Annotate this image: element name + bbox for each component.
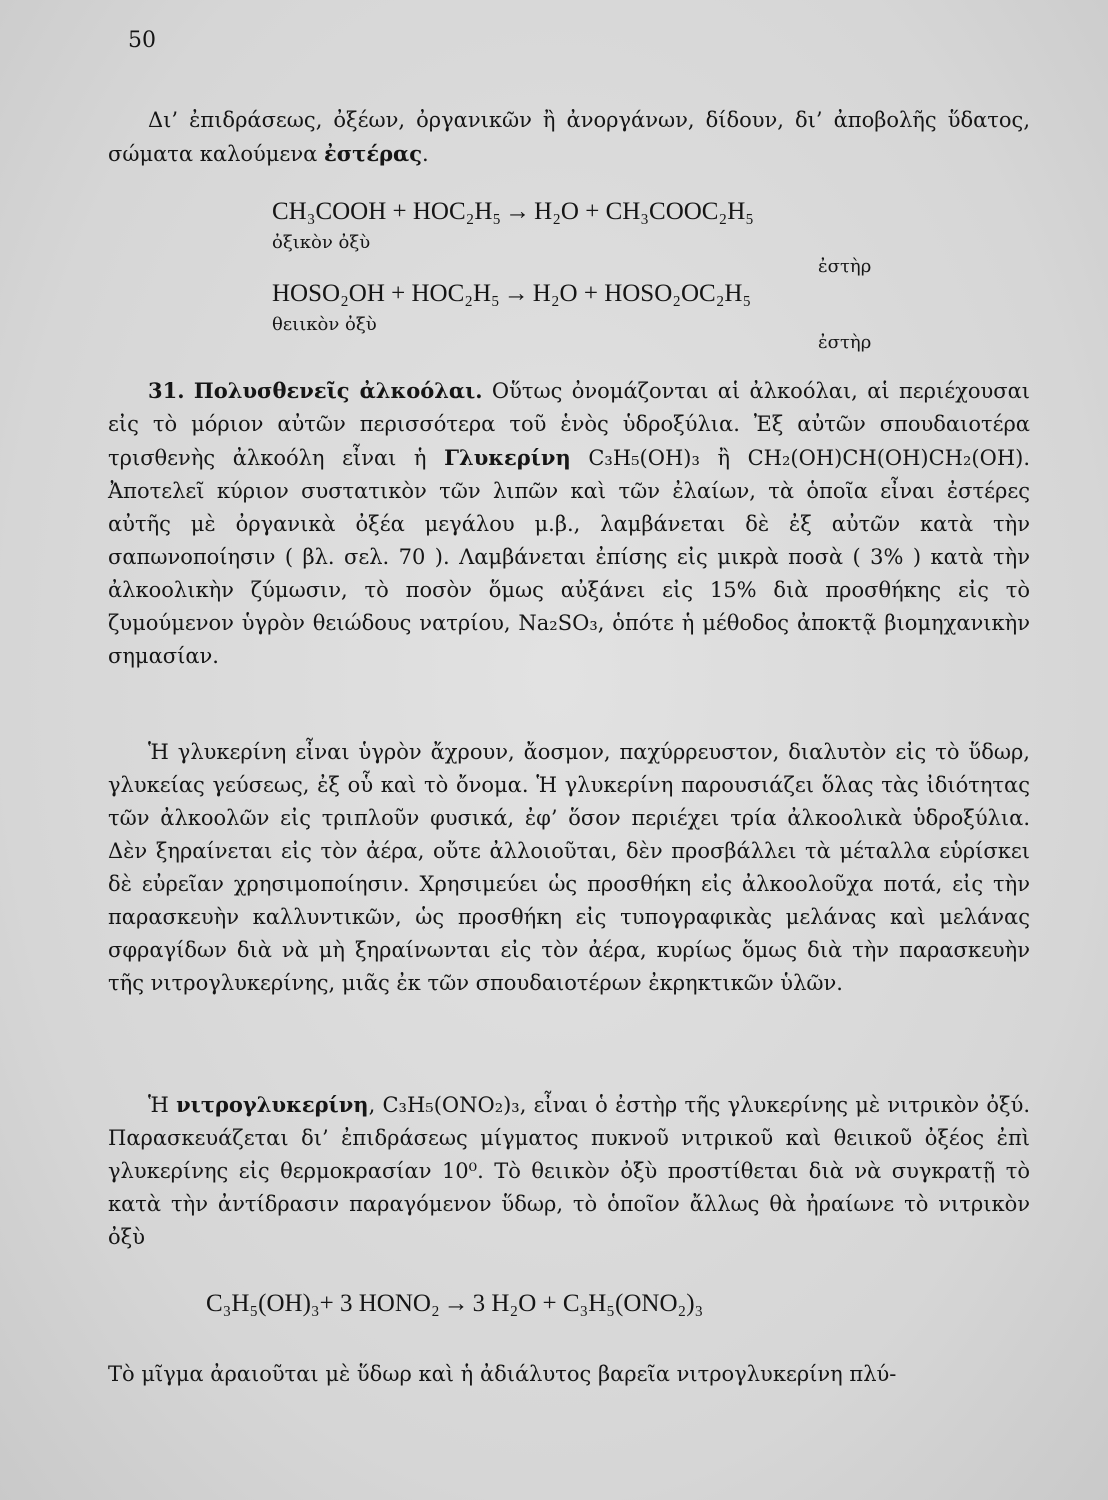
reaction-lhs: HOSO₂OH + HOC₂H₅ bbox=[272, 280, 500, 307]
reaction-rhs: 3 H₂O + C₃H₅(ONO₂)₃ bbox=[472, 1290, 704, 1317]
intro-paragraph bbox=[108, 104, 1030, 171]
reaction-nitration bbox=[206, 1290, 703, 1318]
intro-text-b: . bbox=[422, 142, 429, 166]
arrow-icon: → bbox=[505, 198, 531, 225]
glycerin-term: Γλυκερίνη bbox=[444, 445, 571, 470]
closing-line-text: Τὸ μῖγμα ἀραιοῦται μὲ ὕδωρ καὶ ἡ ἀδιάλυτος βαρεῖα νιτρογλυκερίνη πλύ- bbox=[108, 1362, 897, 1386]
intro-text-a: Δι’ ἐπιδράσεως, ὀξέων, ὀργανικῶν ἢ ἀνοργάνων, δίδουν, δι’ ἀποβολῆς ὕδατος, σώματα καλούμενα bbox=[108, 108, 1030, 166]
nitroglycerin-term: νιτρογλυκερίνη bbox=[176, 1092, 369, 1117]
section-text-b: C₃H₅(OH)₃ ἢ CH₂(OH)CH(OH)CH₂(OH). Ἀποτελεῖ κύριον συστατικὸν τῶν λιπῶν καὶ τῶν ἐλαίων, τὰ ὁποῖα εἶναι ἐστέρες αὐτῆς μὲ ὀργανικὰ ὀξέα μεγάλου μ.β., λαμβάνεται δὲ ἐξ αὐτῶν κατὰ τὴν σαπωνοποίησιν ( βλ. σελ. 70 ). Λαμβάνεται ἐπίσης εἰς μικρὰ ποσὰ ( 3% ) κατὰ τὴν ἀλκοολικὴν ζύμωσιν, τὸ ποσὸν ὅμως αὐξάνει εἰς 15% διὰ προσθήκης εἰς τὸ ζυμούμενον ὑγρὸν θειώδους νατρίου, Na₂SO₃, ὁπότε ἡ μέθοδος ἀποκτᾷ βιομηχανικὴν σημασίαν. bbox=[108, 446, 1031, 668]
glycerin-properties-text: Ἡ γλυκερίνη εἶναι ὑγρὸν ἄχρουν, ἄοσμον, παχύρρευστον, διαλυτὸν εἰς τὸ ὕδωρ, γλυκείας γεύσεως, ἐξ οὗ καὶ τὸ ὄνομα. Ἡ γλυκερίνη παρουσιάζει ὅλας τὰς ἰδιότητας τῶν ἀλκοολῶν εἰς τριπλοῦν φυσικά, ἐφ’ ὅσον περιέχει τρία ἀλκοολικὰ ὑδροξύλια. Δὲν ξηραίνεται εἰς τὸν ἀέρα, οὔτε ἀλλοιοῦται, δὲν προσβάλλει τὰ μέταλλα εὑρίσκει δὲ εὐρεῖαν χρησιμοποίησιν. Χρησιμεύει ὡς προσθήκη εἰς ἀλκοολοῦχα ποτά, εἰς τὴν παρασκευὴν καλλυντικῶν, ὡς προσθήκη εἰς τυπογραφικὰς μελάνας καὶ μελάνας σφραγίδων διὰ νὰ μὴ ξηραίνωνται εἰς τὸν ἀέρα, κυρίως ὅμως διὰ τὴν παρασκευὴν τῆς νιτρογλυκερίνης, μιᾶς ἐκ τῶν σπουδαιοτέρων ἐκρηκτικῶν ὑλῶν. bbox=[108, 740, 1030, 995]
intro-bold-term: ἐστέρας bbox=[323, 141, 422, 166]
reaction-rhs: H₂O + HOSO₂OC₂H₅ bbox=[532, 280, 752, 307]
section-polyhydric-alcohols bbox=[108, 374, 1030, 673]
reactant-label: θειικὸν ὀξὺ bbox=[272, 314, 377, 335]
reactant-label: ὀξικὸν ὀξὺ bbox=[272, 232, 371, 253]
reaction-rhs: H₂O + CH₃COOC₂H₅ bbox=[534, 198, 754, 225]
reaction-acetic-ester bbox=[272, 198, 754, 226]
reaction-sulfuric-ester bbox=[272, 280, 751, 308]
product-label: ἐστὴρ bbox=[818, 332, 872, 353]
glycerin-properties-paragraph bbox=[108, 736, 1030, 1000]
arrow-icon: → bbox=[503, 280, 529, 307]
section-title: Πολυσθενεῖς ἀλκοόλαι. bbox=[193, 378, 483, 403]
nitroglycerin-paragraph bbox=[108, 1088, 1030, 1254]
reaction-lhs: C₃H₅(OH)₃+ 3 HONO₂ bbox=[206, 1290, 440, 1317]
reaction-lhs: CH₃COOH + HOC₂H₅ bbox=[272, 198, 502, 225]
section-number: 31. bbox=[148, 378, 185, 403]
closing-line bbox=[108, 1358, 1030, 1391]
arrow-icon: → bbox=[443, 1290, 469, 1317]
nitro-text-b: , C₃H₅(ONO₂)₃, εἶναι ὁ ἐστὴρ τῆς γλυκερίνης μὲ νιτρικὸν ὀξύ. Παρασκευάζεται δι’ ἐπιδράσεως μίγματος πυκνοῦ νιτρικοῦ καὶ θειικοῦ ὀξέος ἐπὶ γλυκερίνης εἰς θερμοκρασίαν 10⁰. Τὸ θειικὸν ὀξὺ προστίθεται διὰ νὰ συγκρατῇ τὸ κατὰ τὴν ἀντίδρασιν παραγόμενον ὕδωρ, τὸ ὁποῖον ἄλλως θὰ ἠραίωνε τὸ νιτρικὸν ὀξὺ bbox=[108, 1093, 1031, 1249]
section-text-a: Οὕτως ὀνομάζονται αἱ ἀλκοόλαι, αἱ περιέχουσαι εἰς τὸ μόριον αὐτῶν περισσότερα τοῦ ἑνὸς ὑδροξύλια. Ἐξ αὐτῶν σπουδαιοτέρα τρισθενὴς ἀλκοόλη εἶναι ἡ bbox=[108, 379, 1030, 470]
nitro-text-a: Ἡ bbox=[148, 1093, 177, 1117]
product-label: ἐστὴρ bbox=[818, 256, 872, 277]
page-number: 50 bbox=[128, 28, 156, 53]
